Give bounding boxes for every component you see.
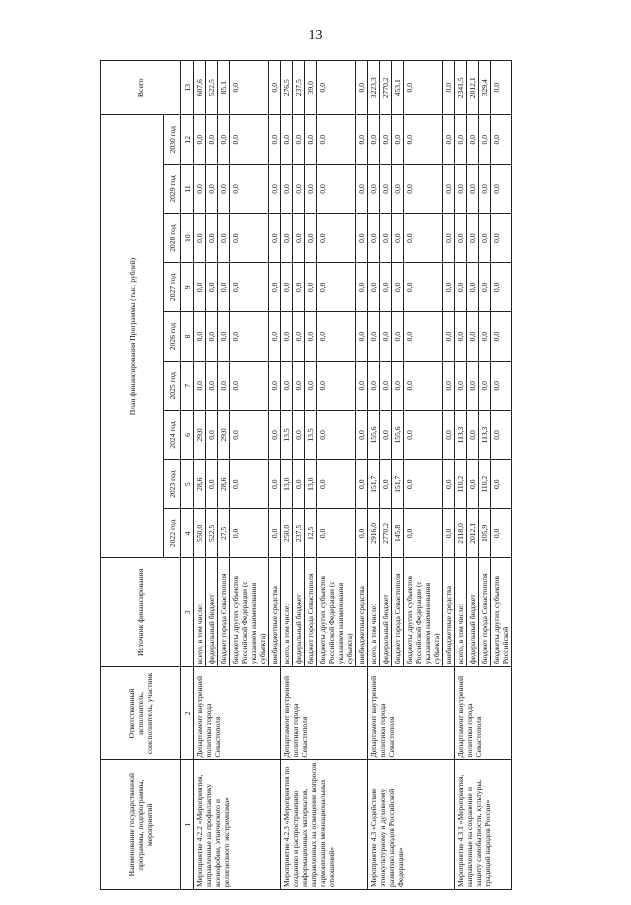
amount-cell: 0,0 (206, 214, 218, 263)
amount-cell: 0,0 (305, 263, 317, 312)
amount-cell: 0,0 (269, 115, 281, 164)
amount-cell: 0,0 (368, 115, 380, 164)
activity-name: Мероприятие 4.2.2 «Мероприятия, направленные на профилактику ксенофобии, этнического и религиозного экстремизма» (194, 760, 281, 890)
funding-source: внебюджетные средства (269, 558, 281, 667)
amount-cell: 105,9 (479, 509, 491, 558)
amount-cell: 113,3 (479, 410, 491, 459)
column-number: 12 (181, 115, 194, 164)
amount-cell: 0,0 (269, 263, 281, 312)
amount-cell: 0,0 (206, 164, 218, 213)
amount-cell: 0,0 (230, 460, 269, 509)
amount-cell: 0,0 (392, 361, 404, 410)
amount-cell: 276,5 (281, 61, 293, 116)
amount-cell: 0,0 (317, 509, 356, 558)
funding-source: всего, в том числе: (281, 558, 293, 667)
funding-source: федеральный бюджет (467, 558, 479, 667)
column-number: 7 (181, 361, 194, 410)
amount-cell: 0,0 (380, 312, 392, 361)
amount-cell: 2341,5 (455, 61, 467, 116)
amount-cell: 2770,2 (380, 61, 392, 116)
amount-cell: 0,0 (443, 214, 455, 263)
responsible-executor: Департамент внутренней политики города Севастополя (281, 667, 368, 760)
amount-cell: 0,0 (218, 312, 230, 361)
amount-cell: 145,8 (392, 509, 404, 558)
funding-source: бюджеты других субъектов Российской Федерации (с указанием наименования субъекта) (317, 558, 356, 667)
amount-cell: 0,0 (230, 164, 269, 213)
amount-cell: 0,0 (218, 263, 230, 312)
header-responsible: Ответственный исполнитель, соисполнитель, участник (101, 667, 181, 760)
amount-cell: 155,6 (368, 410, 380, 459)
activity-name: Мероприятие 4.3.1 «Мероприятия, направленные на сохранение и защиту самобытности, культуры, традиций народов России» (455, 760, 512, 890)
amount-cell: 0,0 (230, 410, 269, 459)
column-number: 8 (181, 312, 194, 361)
amount-cell: 0,0 (281, 164, 293, 213)
funding-source: бюджеты других субъектов Российской Федерации (с указанием наименования субъекта) (230, 558, 269, 667)
amount-cell: 0,0 (269, 214, 281, 263)
amount-cell: 3223,3 (368, 61, 380, 116)
column-number: 9 (181, 263, 194, 312)
amount-cell: 110,2 (479, 460, 491, 509)
amount-cell: 0,0 (218, 361, 230, 410)
year-header: 2030 год (164, 115, 181, 164)
amount-cell: 0,0 (317, 410, 356, 459)
amount-cell: 0,0 (230, 61, 269, 116)
amount-cell: 250,0 (281, 509, 293, 558)
amount-cell: 0,0 (443, 361, 455, 410)
column-number: 2 (181, 667, 194, 760)
funding-source: бюджет города Севастополя (392, 558, 404, 667)
amount-cell: 607,6 (194, 61, 206, 116)
amount-cell: 0,0 (479, 214, 491, 263)
amount-cell: 0,0 (317, 361, 356, 410)
responsible-executor: Департамент внутренней политики города Севастополя (455, 667, 512, 760)
amount-cell: 0,0 (293, 164, 305, 213)
table-row (194, 61, 206, 890)
amount-cell: 0,0 (380, 164, 392, 213)
amount-cell: 0,0 (443, 263, 455, 312)
amount-cell: 0,0 (194, 115, 206, 164)
amount-cell: 0,0 (392, 115, 404, 164)
amount-cell: 0,0 (356, 361, 368, 410)
amount-cell: 151,7 (392, 460, 404, 509)
amount-cell: 28,6 (194, 460, 206, 509)
column-number: 1 (181, 760, 194, 890)
amount-cell: 0,0 (269, 410, 281, 459)
amount-cell: 329,4 (479, 61, 491, 116)
amount-cell: 0,0 (206, 312, 218, 361)
amount-cell: 0,0 (269, 361, 281, 410)
column-number: 11 (181, 164, 194, 213)
amount-cell: 0,0 (293, 263, 305, 312)
funding-source: всего, в том числе: (368, 558, 380, 667)
amount-cell: 0,0 (206, 361, 218, 410)
amount-cell: 0,0 (404, 361, 443, 410)
amount-cell: 2012,1 (467, 61, 479, 116)
amount-cell: 13,5 (305, 410, 317, 459)
amount-cell: 237,5 (293, 61, 305, 116)
amount-cell: 0,0 (455, 164, 467, 213)
amount-cell: 2770,2 (380, 509, 392, 558)
amount-cell: 522,5 (206, 509, 218, 558)
amount-cell: 522,5 (206, 61, 218, 116)
amount-cell: 0,0 (317, 164, 356, 213)
amount-cell: 0,0 (356, 164, 368, 213)
amount-cell: 0,0 (317, 312, 356, 361)
amount-cell: 0,0 (467, 460, 479, 509)
amount-cell: 0,0 (404, 115, 443, 164)
amount-cell: 0,0 (491, 214, 512, 263)
amount-cell: 0,0 (194, 361, 206, 410)
amount-cell: 0,0 (317, 214, 356, 263)
amount-cell: 0,0 (491, 61, 512, 116)
amount-cell: 0,0 (455, 312, 467, 361)
amount-cell: 0,0 (443, 61, 455, 116)
amount-cell: 0,0 (206, 263, 218, 312)
amount-cell: 0,0 (218, 164, 230, 213)
amount-cell: 13,5 (281, 410, 293, 459)
amount-cell: 0,0 (293, 460, 305, 509)
amount-cell: 0,0 (368, 312, 380, 361)
table-row (368, 61, 380, 890)
amount-cell: 0,0 (479, 361, 491, 410)
amount-cell: 2012,1 (467, 509, 479, 558)
column-number: 5 (181, 460, 194, 509)
amount-cell: 0,0 (404, 164, 443, 213)
amount-cell: 0,0 (218, 115, 230, 164)
amount-cell: 0,0 (293, 214, 305, 263)
amount-cell: 0,0 (293, 312, 305, 361)
amount-cell: 0,0 (404, 312, 443, 361)
funding-source: бюджет города Севастополя (218, 558, 230, 667)
column-number: 13 (181, 61, 194, 116)
funding-source: внебюджетные средства (443, 558, 455, 667)
funding-source: федеральный бюджет (293, 558, 305, 667)
amount-cell: 0,0 (305, 164, 317, 213)
year-header: 2028 год (164, 214, 181, 263)
amount-cell: 0,0 (194, 214, 206, 263)
amount-cell: 29,0 (194, 410, 206, 459)
column-number: 6 (181, 410, 194, 459)
amount-cell: 0,0 (218, 214, 230, 263)
year-header: 2023 год (164, 460, 181, 509)
amount-cell: 0,0 (356, 115, 368, 164)
amount-cell: 0,0 (455, 115, 467, 164)
column-number: 3 (181, 558, 194, 667)
amount-cell: 0,0 (269, 460, 281, 509)
header-plan: План финансирования Программы (тыс. рублей) (101, 115, 164, 558)
amount-cell: 0,0 (404, 263, 443, 312)
amount-cell: 0,0 (293, 410, 305, 459)
funding-source: бюджет города Севастополя (479, 558, 491, 667)
year-header: 2024 год (164, 410, 181, 459)
amount-cell: 2916,0 (368, 509, 380, 558)
amount-cell: 0,0 (392, 214, 404, 263)
amount-cell: 0,0 (467, 214, 479, 263)
amount-cell: 0,0 (230, 263, 269, 312)
amount-cell: 0,0 (479, 263, 491, 312)
amount-cell: 0,0 (281, 361, 293, 410)
amount-cell: 0,0 (443, 460, 455, 509)
document-sheet (100, 60, 575, 890)
amount-cell: 237,5 (293, 509, 305, 558)
amount-cell: 0,0 (491, 460, 512, 509)
amount-cell: 0,0 (368, 361, 380, 410)
amount-cell: 0,0 (392, 312, 404, 361)
amount-cell: 0,0 (404, 61, 443, 116)
table-row (455, 61, 467, 890)
amount-cell: 151,7 (368, 460, 380, 509)
responsible-executor: Департамент внутренней политики города Севастополя (194, 667, 281, 760)
amount-cell: 0,0 (206, 410, 218, 459)
amount-cell: 0,0 (380, 410, 392, 459)
amount-cell: 0,0 (230, 509, 269, 558)
amount-cell: 110,2 (455, 460, 467, 509)
amount-cell: 0,0 (206, 460, 218, 509)
funding-source: всего, в том числе: (194, 558, 206, 667)
amount-cell: 0,0 (305, 115, 317, 164)
table-row (281, 61, 293, 890)
year-header: 2029 год (164, 164, 181, 213)
amount-cell: 0,0 (380, 214, 392, 263)
amount-cell: 0,0 (455, 263, 467, 312)
amount-cell: 0,0 (467, 410, 479, 459)
amount-cell: 85,1 (218, 61, 230, 116)
amount-cell: 0,0 (491, 312, 512, 361)
amount-cell: 0,0 (392, 164, 404, 213)
funding-source: бюджет города Севастополя (305, 558, 317, 667)
amount-cell: 0,0 (443, 509, 455, 558)
rotated-table-container (100, 60, 575, 890)
amount-cell: 0,0 (293, 361, 305, 410)
amount-cell: 0,0 (194, 263, 206, 312)
amount-cell: 0,0 (305, 361, 317, 410)
year-header: 2027 год (164, 263, 181, 312)
header-source: Источник финансирования (101, 558, 181, 667)
amount-cell: 0,0 (317, 460, 356, 509)
header-total: Всего (101, 61, 181, 116)
amount-cell: 0,0 (269, 61, 281, 116)
amount-cell: 0,0 (269, 509, 281, 558)
amount-cell: 0,0 (317, 115, 356, 164)
amount-cell: 0,0 (404, 410, 443, 459)
amount-cell: 113,3 (455, 410, 467, 459)
amount-cell: 0,0 (479, 312, 491, 361)
amount-cell: 28,6 (218, 460, 230, 509)
amount-cell: 0,0 (479, 164, 491, 213)
amount-cell: 0,0 (356, 312, 368, 361)
amount-cell: 550,0 (194, 509, 206, 558)
financing-table (100, 60, 512, 890)
amount-cell: 0,0 (305, 214, 317, 263)
amount-cell: 29,0 (218, 410, 230, 459)
amount-cell: 0,0 (356, 263, 368, 312)
amount-cell: 0,0 (368, 263, 380, 312)
column-number: 10 (181, 214, 194, 263)
amount-cell: 0,0 (230, 115, 269, 164)
amount-cell: 0,0 (467, 263, 479, 312)
amount-cell: 0,0 (269, 312, 281, 361)
amount-cell: 0,0 (356, 61, 368, 116)
amount-cell: 0,0 (206, 115, 218, 164)
funding-source: всего, в том числе: (455, 558, 467, 667)
funding-source: федеральный бюджет (206, 558, 218, 667)
amount-cell: 0,0 (281, 214, 293, 263)
amount-cell: 0,0 (443, 312, 455, 361)
amount-cell: 0,0 (443, 164, 455, 213)
amount-cell: 0,0 (467, 164, 479, 213)
amount-cell: 0,0 (281, 115, 293, 164)
amount-cell: 0,0 (443, 410, 455, 459)
amount-cell: 0,0 (380, 263, 392, 312)
amount-cell: 0,0 (404, 509, 443, 558)
amount-cell: 12,5 (305, 509, 317, 558)
amount-cell: 27,5 (218, 509, 230, 558)
amount-cell: 13,0 (305, 460, 317, 509)
amount-cell: 0,0 (380, 115, 392, 164)
amount-cell: 0,0 (404, 214, 443, 263)
amount-cell: 0,0 (356, 509, 368, 558)
activity-name: Мероприятие 4.2.3 «Мероприятия по созданию и распространению информационных материалов, направленных на освещение вопросов гармонизации межнациональных отношений» (281, 760, 368, 890)
amount-cell: 0,0 (491, 361, 512, 410)
header-name: Наименование государственной программы, подпрограммы, мероприятий (101, 760, 181, 890)
year-header: 2025 год (164, 361, 181, 410)
amount-cell: 0,0 (194, 164, 206, 213)
amount-cell: 0,0 (467, 115, 479, 164)
amount-cell: 0,0 (380, 460, 392, 509)
amount-cell: 0,0 (467, 361, 479, 410)
amount-cell: 453,1 (392, 61, 404, 116)
amount-cell: 0,0 (491, 263, 512, 312)
amount-cell: 0,0 (368, 214, 380, 263)
amount-cell: 0,0 (443, 115, 455, 164)
amount-cell: 0,0 (194, 312, 206, 361)
column-number: 4 (181, 509, 194, 558)
amount-cell: 0,0 (269, 164, 281, 213)
amount-cell: 0,0 (455, 361, 467, 410)
amount-cell: 2118,0 (455, 509, 467, 558)
funding-source: федеральный бюджет (380, 558, 392, 667)
page-number: 13 (308, 28, 323, 43)
funding-source: бюджеты других субъектов Российской (491, 558, 512, 667)
year-header: 2022 год (164, 509, 181, 558)
amount-cell: 0,0 (491, 115, 512, 164)
amount-cell: 0,0 (305, 312, 317, 361)
amount-cell: 0,0 (491, 410, 512, 459)
amount-cell: 0,0 (467, 312, 479, 361)
amount-cell: 0,0 (491, 509, 512, 558)
funding-source: бюджеты других субъектов Российской Федерации (с указанием наименования субъекта) (404, 558, 443, 667)
responsible-executor: Департамент внутренней политики города Севастополя (368, 667, 455, 760)
amount-cell: 0,0 (281, 263, 293, 312)
year-header: 2026 год (164, 312, 181, 361)
amount-cell: 0,0 (392, 263, 404, 312)
amount-cell: 0,0 (293, 115, 305, 164)
amount-cell: 0,0 (479, 115, 491, 164)
amount-cell: 0,0 (281, 312, 293, 361)
amount-cell: 155,6 (392, 410, 404, 459)
amount-cell: 0,0 (455, 214, 467, 263)
amount-cell: 0,0 (230, 361, 269, 410)
amount-cell: 0,0 (356, 214, 368, 263)
funding-source: внебюджетные средства (356, 558, 368, 667)
amount-cell: 39,0 (305, 61, 317, 116)
amount-cell: 0,0 (317, 61, 356, 116)
amount-cell: 0,0 (230, 312, 269, 361)
amount-cell: 0,0 (404, 460, 443, 509)
amount-cell: 0,0 (356, 460, 368, 509)
amount-cell: 0,0 (491, 164, 512, 213)
amount-cell: 0,0 (368, 164, 380, 213)
amount-cell: 0,0 (230, 214, 269, 263)
amount-cell: 13,0 (281, 460, 293, 509)
amount-cell: 0,0 (380, 361, 392, 410)
amount-cell: 0,0 (317, 263, 356, 312)
amount-cell: 0,0 (356, 410, 368, 459)
activity-name: Мероприятие 4.3 «Содействие этнокультурному и духовному развитию народов Российской Федерации» (368, 760, 455, 890)
